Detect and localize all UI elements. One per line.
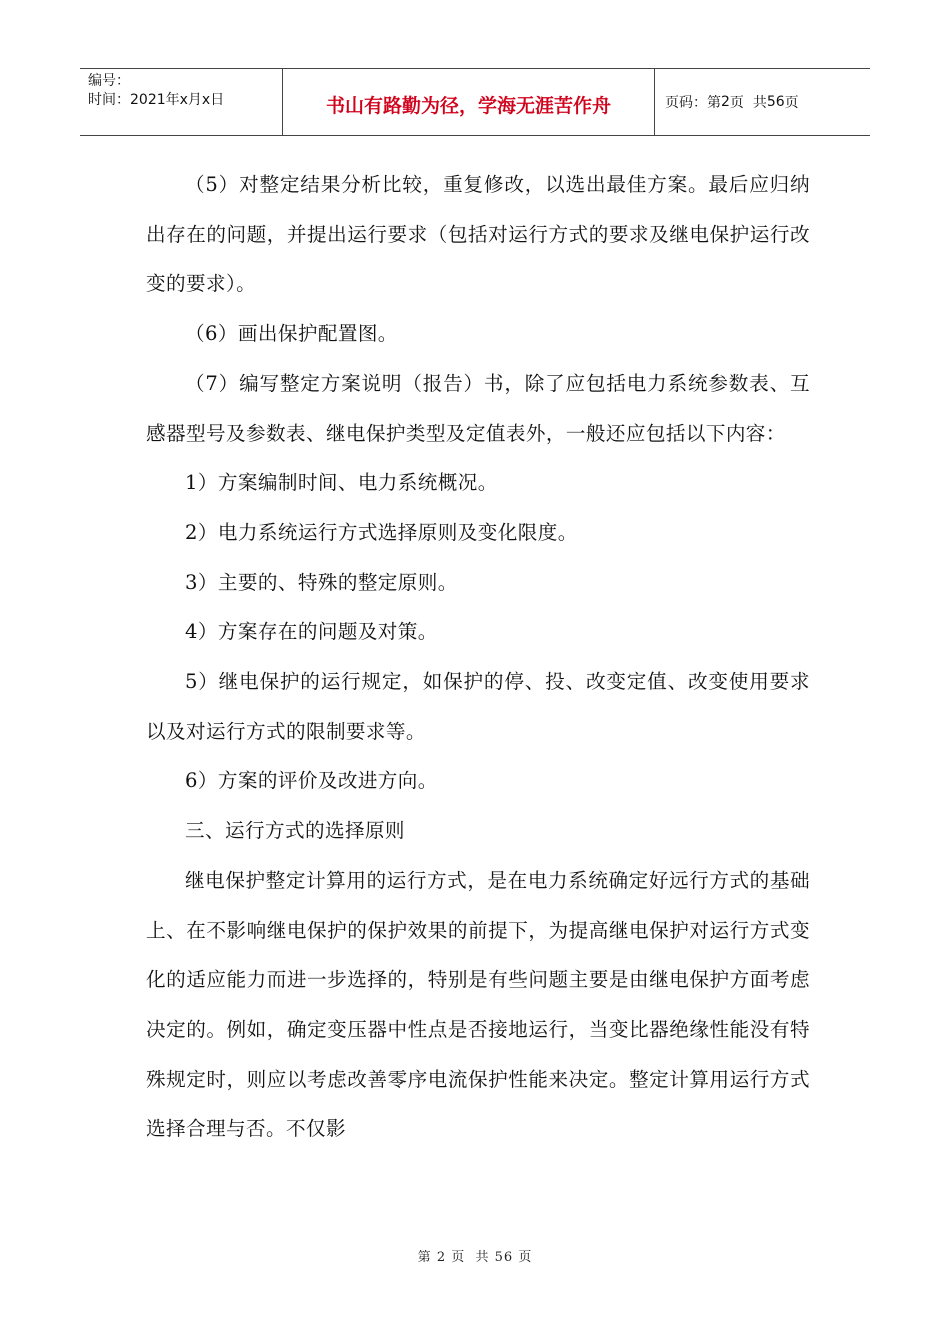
document-time: 时间：2021年x月x日: [88, 92, 225, 108]
footer-mid: 页 共: [451, 1250, 490, 1265]
list-item: 6）方案的评价及改进方向。: [185, 769, 438, 793]
page-info-total: 56: [766, 94, 785, 110]
footer-page-number: 2: [436, 1250, 447, 1265]
paragraph-step-6: （6）画出保护配置图。: [185, 322, 398, 346]
page-footer: [0, 1246, 950, 1265]
paragraph-step-7: （7）编写整定方案说明（报告）书，除了应包括电力系统参数表、互感器型号及参数表、继电保护类型及定值表外，一般还应包括以下内容：: [146, 371, 810, 445]
document-number-label: 编号：: [88, 73, 130, 89]
header-page-info: [655, 69, 870, 135]
footer-suffix: 页: [518, 1250, 533, 1265]
paragraph-step-5: （5）对整定结果分析比较，重复修改，以选出最佳方案。最后应归纳出存在的问题，并提出运行要求（包括对运行方式的要求及继电保护运行改变的要求）。: [146, 173, 810, 296]
document-body: [146, 160, 810, 1154]
footer-total-pages: 56: [494, 1250, 514, 1265]
page-header: [80, 68, 870, 136]
section-heading: 三、运行方式的选择原则: [185, 819, 405, 843]
list-item: 2）电力系统运行方式选择原则及变化限度。: [185, 520, 578, 544]
paragraph-body: 继电保护整定计算用的运行方式，是在电力系统确定好远行方式的基础上、在不影响继电保护的保护效果的前提下，为提高继电保护对运行方式变化的适应能力而进一步选择的，特别是有些问题主要是由继电保护方面考虑决定的。例如，确定变压器中性点是否接地运行，当变比器绝缘性能没有特殊规定时，则应以考虑改善零序电流保护性能来决定。整定计算用运行方式选择合理与否。不仅影: [146, 868, 810, 1141]
list-item: 3）主要的、特殊的整定原则。: [185, 570, 458, 594]
header-meta: [80, 69, 283, 135]
page-info-number: 2: [721, 94, 730, 110]
page-info-mid: 页 共: [729, 95, 767, 111]
list-item: 4）方案存在的问题及对策。: [185, 620, 438, 644]
footer-prefix: 第: [417, 1250, 432, 1265]
page-info-suffix: 页: [784, 95, 799, 111]
list-item: 5）继电保护的运行规定，如保护的停、投、改变定值、改变使用要求以及对运行方式的限制要求等。: [146, 670, 810, 743]
page-info-prefix: 页码：第: [665, 95, 721, 111]
header-slogan: 书山有路勤为径，学海无涯苦作舟: [283, 69, 655, 135]
list-item: 1）方案编制时间、电力系统概况。: [185, 471, 498, 495]
